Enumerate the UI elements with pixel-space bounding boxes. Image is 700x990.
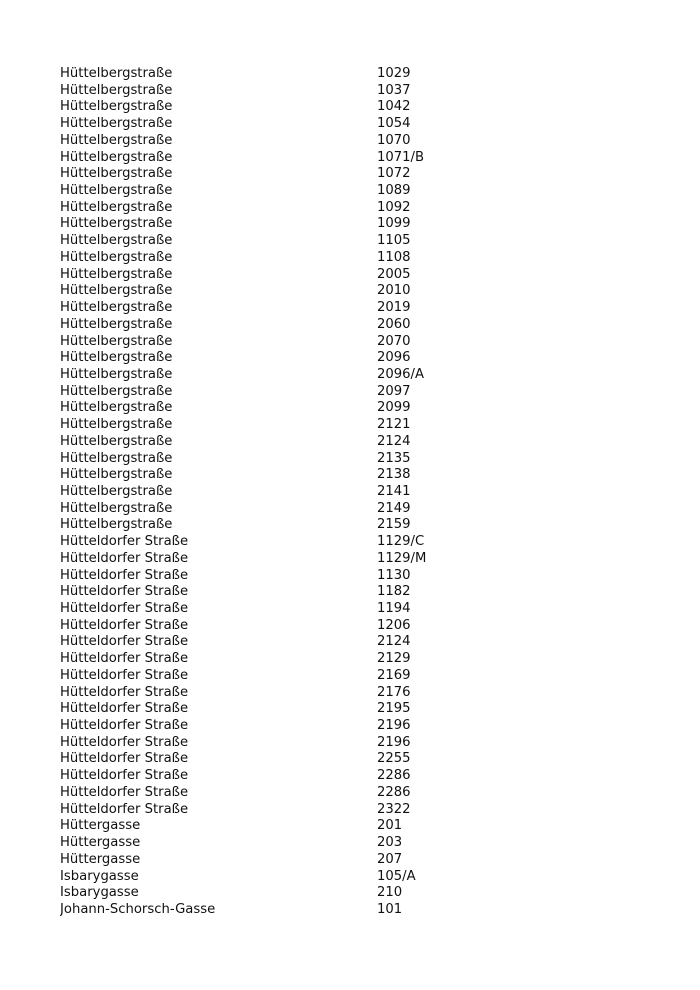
house-number: 1071/B [377,149,425,165]
house-number: 2255 [377,751,411,767]
house-number: 1129/C [377,534,425,550]
house-number: 203 [377,835,403,851]
street-name: Hüttergasse [60,818,141,834]
street-name: Isbarygasse [60,885,139,901]
table-row [60,283,640,300]
table-row [60,83,640,100]
street-name: Hütteldorfer Straße [60,751,189,767]
street-name: Hüttelbergstraße [60,166,173,182]
street-name: Hüttelbergstraße [60,249,173,265]
street-name: Hüttelbergstraße [60,350,173,366]
house-number: 1029 [377,66,411,81]
house-number: 1206 [377,617,411,633]
street-name: Hüttelbergstraße [60,517,173,533]
table-row [60,300,640,317]
table-row [60,751,640,768]
street-name: Hüttelbergstraße [60,400,173,416]
table-row [60,852,640,869]
street-name: Hüttelbergstraße [60,99,173,115]
table-row [60,534,640,551]
table-row [60,334,640,351]
table-row [60,551,640,568]
street-name: Hüttelbergstraße [60,500,173,516]
house-number: 2099 [377,400,411,416]
table-row [60,718,640,735]
table-row [60,584,640,601]
address-table [60,66,640,919]
street-name: Hütteldorfer Straße [60,550,189,566]
house-number: 207 [377,851,403,867]
table-row [60,451,640,468]
street-name: Hüttelbergstraße [60,66,173,81]
street-name: Hüttelbergstraße [60,300,173,316]
house-number: 2096 [377,350,411,366]
house-number: 2097 [377,383,411,399]
table-row [60,902,640,919]
street-name: Hütteldorfer Straße [60,801,189,817]
table-row [60,400,640,417]
street-name: Hütteldorfer Straße [60,651,189,667]
table-row [60,735,640,752]
house-number: 105/A [377,868,416,884]
house-number: 2070 [377,333,411,349]
table-row [60,618,640,635]
street-name: Hüttelbergstraße [60,417,173,433]
house-number: 2005 [377,266,411,282]
table-row [60,802,640,819]
street-name: Hütteldorfer Straße [60,617,189,633]
house-number: 2159 [377,517,411,533]
house-number: 210 [377,885,403,901]
house-number: 1105 [377,233,411,249]
table-row [60,818,640,835]
house-number: 1089 [377,183,411,199]
table-row [60,434,640,451]
street-name: Hüttelbergstraße [60,216,173,232]
table-row [60,501,640,518]
street-name: Hüttelbergstraße [60,266,173,282]
street-name: Hüttelbergstraße [60,483,173,499]
house-number: 2010 [377,283,411,299]
table-row [60,467,640,484]
street-name: Hüttelbergstraße [60,82,173,98]
table-row [60,166,640,183]
house-number: 2135 [377,450,411,466]
house-number: 2195 [377,701,411,717]
street-name: Hüttelbergstraße [60,183,173,199]
street-name: Isbarygasse [60,868,139,884]
table-row [60,835,640,852]
house-number: 1037 [377,82,411,98]
table-row [60,634,640,651]
table-row [60,768,640,785]
house-number: 2096/A [377,366,425,382]
table-row [60,384,640,401]
house-number: 1042 [377,99,411,115]
street-name: Hütteldorfer Straße [60,768,189,784]
house-number: 2169 [377,667,411,683]
street-name: Johann-Schorsch-Gasse [60,901,216,917]
house-number: 101 [377,901,403,917]
table-row [60,885,640,902]
house-number: 1092 [377,199,411,215]
street-name: Hüttergasse [60,835,141,851]
table-row [60,869,640,886]
street-name: Hüttelbergstraße [60,132,173,148]
table-row [60,183,640,200]
table-row [60,200,640,217]
table-row [60,685,640,702]
table-row [60,701,640,718]
street-name: Hütteldorfer Straße [60,701,189,717]
house-number: 2060 [377,316,411,332]
street-name: Hüttelbergstraße [60,433,173,449]
street-name: Hütteldorfer Straße [60,534,189,550]
street-name: Hütteldorfer Straße [60,601,189,616]
street-name: Hütteldorfer Straße [60,784,189,800]
street-name: Hüttelbergstraße [60,199,173,215]
table-row [60,133,640,150]
table-row [60,99,640,116]
house-number: 2286 [377,768,411,784]
street-name: Hüttelbergstraße [60,450,173,466]
house-number: 2141 [377,483,411,499]
table-row [60,250,640,267]
table-row [60,668,640,685]
table-row [60,367,640,384]
house-number: 1072 [377,166,411,182]
house-number: 1129/M [377,550,427,566]
house-number: 201 [377,818,403,834]
street-name: Hütteldorfer Straße [60,567,189,583]
street-name: Hüttelbergstraße [60,316,173,332]
house-number: 1194 [377,601,411,616]
table-row [60,484,640,501]
street-name: Hüttelbergstraße [60,116,173,132]
table-row [60,317,640,334]
table-row [60,417,640,434]
house-number: 2149 [377,500,411,516]
table-row [60,517,640,534]
house-number: 2138 [377,467,411,483]
house-number: 2322 [377,801,411,817]
house-number: 2121 [377,417,411,433]
house-number: 2124 [377,634,411,650]
street-name: Hüttelbergstraße [60,149,173,165]
house-number: 2176 [377,684,411,700]
street-name: Hüttelbergstraße [60,467,173,483]
street-name: Hüttelbergstraße [60,333,173,349]
table-row [60,116,640,133]
street-name: Hüttelbergstraße [60,283,173,299]
house-number: 1130 [377,567,411,583]
street-name: Hütteldorfer Straße [60,584,189,600]
house-number: 2129 [377,651,411,667]
house-number: 2196 [377,718,411,734]
table-row [60,601,640,618]
table-row [60,150,640,167]
house-number: 1054 [377,116,411,132]
house-number: 1182 [377,584,411,600]
table-row [60,233,640,250]
house-number: 1099 [377,216,411,232]
table-row [60,216,640,233]
street-name: Hütteldorfer Straße [60,667,189,683]
table-row [60,651,640,668]
house-number: 2196 [377,734,411,750]
house-number: 1108 [377,249,411,265]
table-row [60,568,640,585]
house-number: 2124 [377,433,411,449]
table-row [60,66,640,83]
street-name: Hüttelbergstraße [60,383,173,399]
street-name: Hüttelbergstraße [60,366,173,382]
table-row [60,350,640,367]
table-row [60,267,640,284]
street-name: Hütteldorfer Straße [60,734,189,750]
house-number: 2019 [377,300,411,316]
house-number: 2286 [377,784,411,800]
street-name: Hüttelbergstraße [60,233,173,249]
street-name: Hütteldorfer Straße [60,718,189,734]
street-name: Hüttergasse [60,851,141,867]
street-name: Hütteldorfer Straße [60,684,189,700]
street-name: Hütteldorfer Straße [60,634,189,650]
table-row [60,785,640,802]
house-number: 1070 [377,132,411,148]
